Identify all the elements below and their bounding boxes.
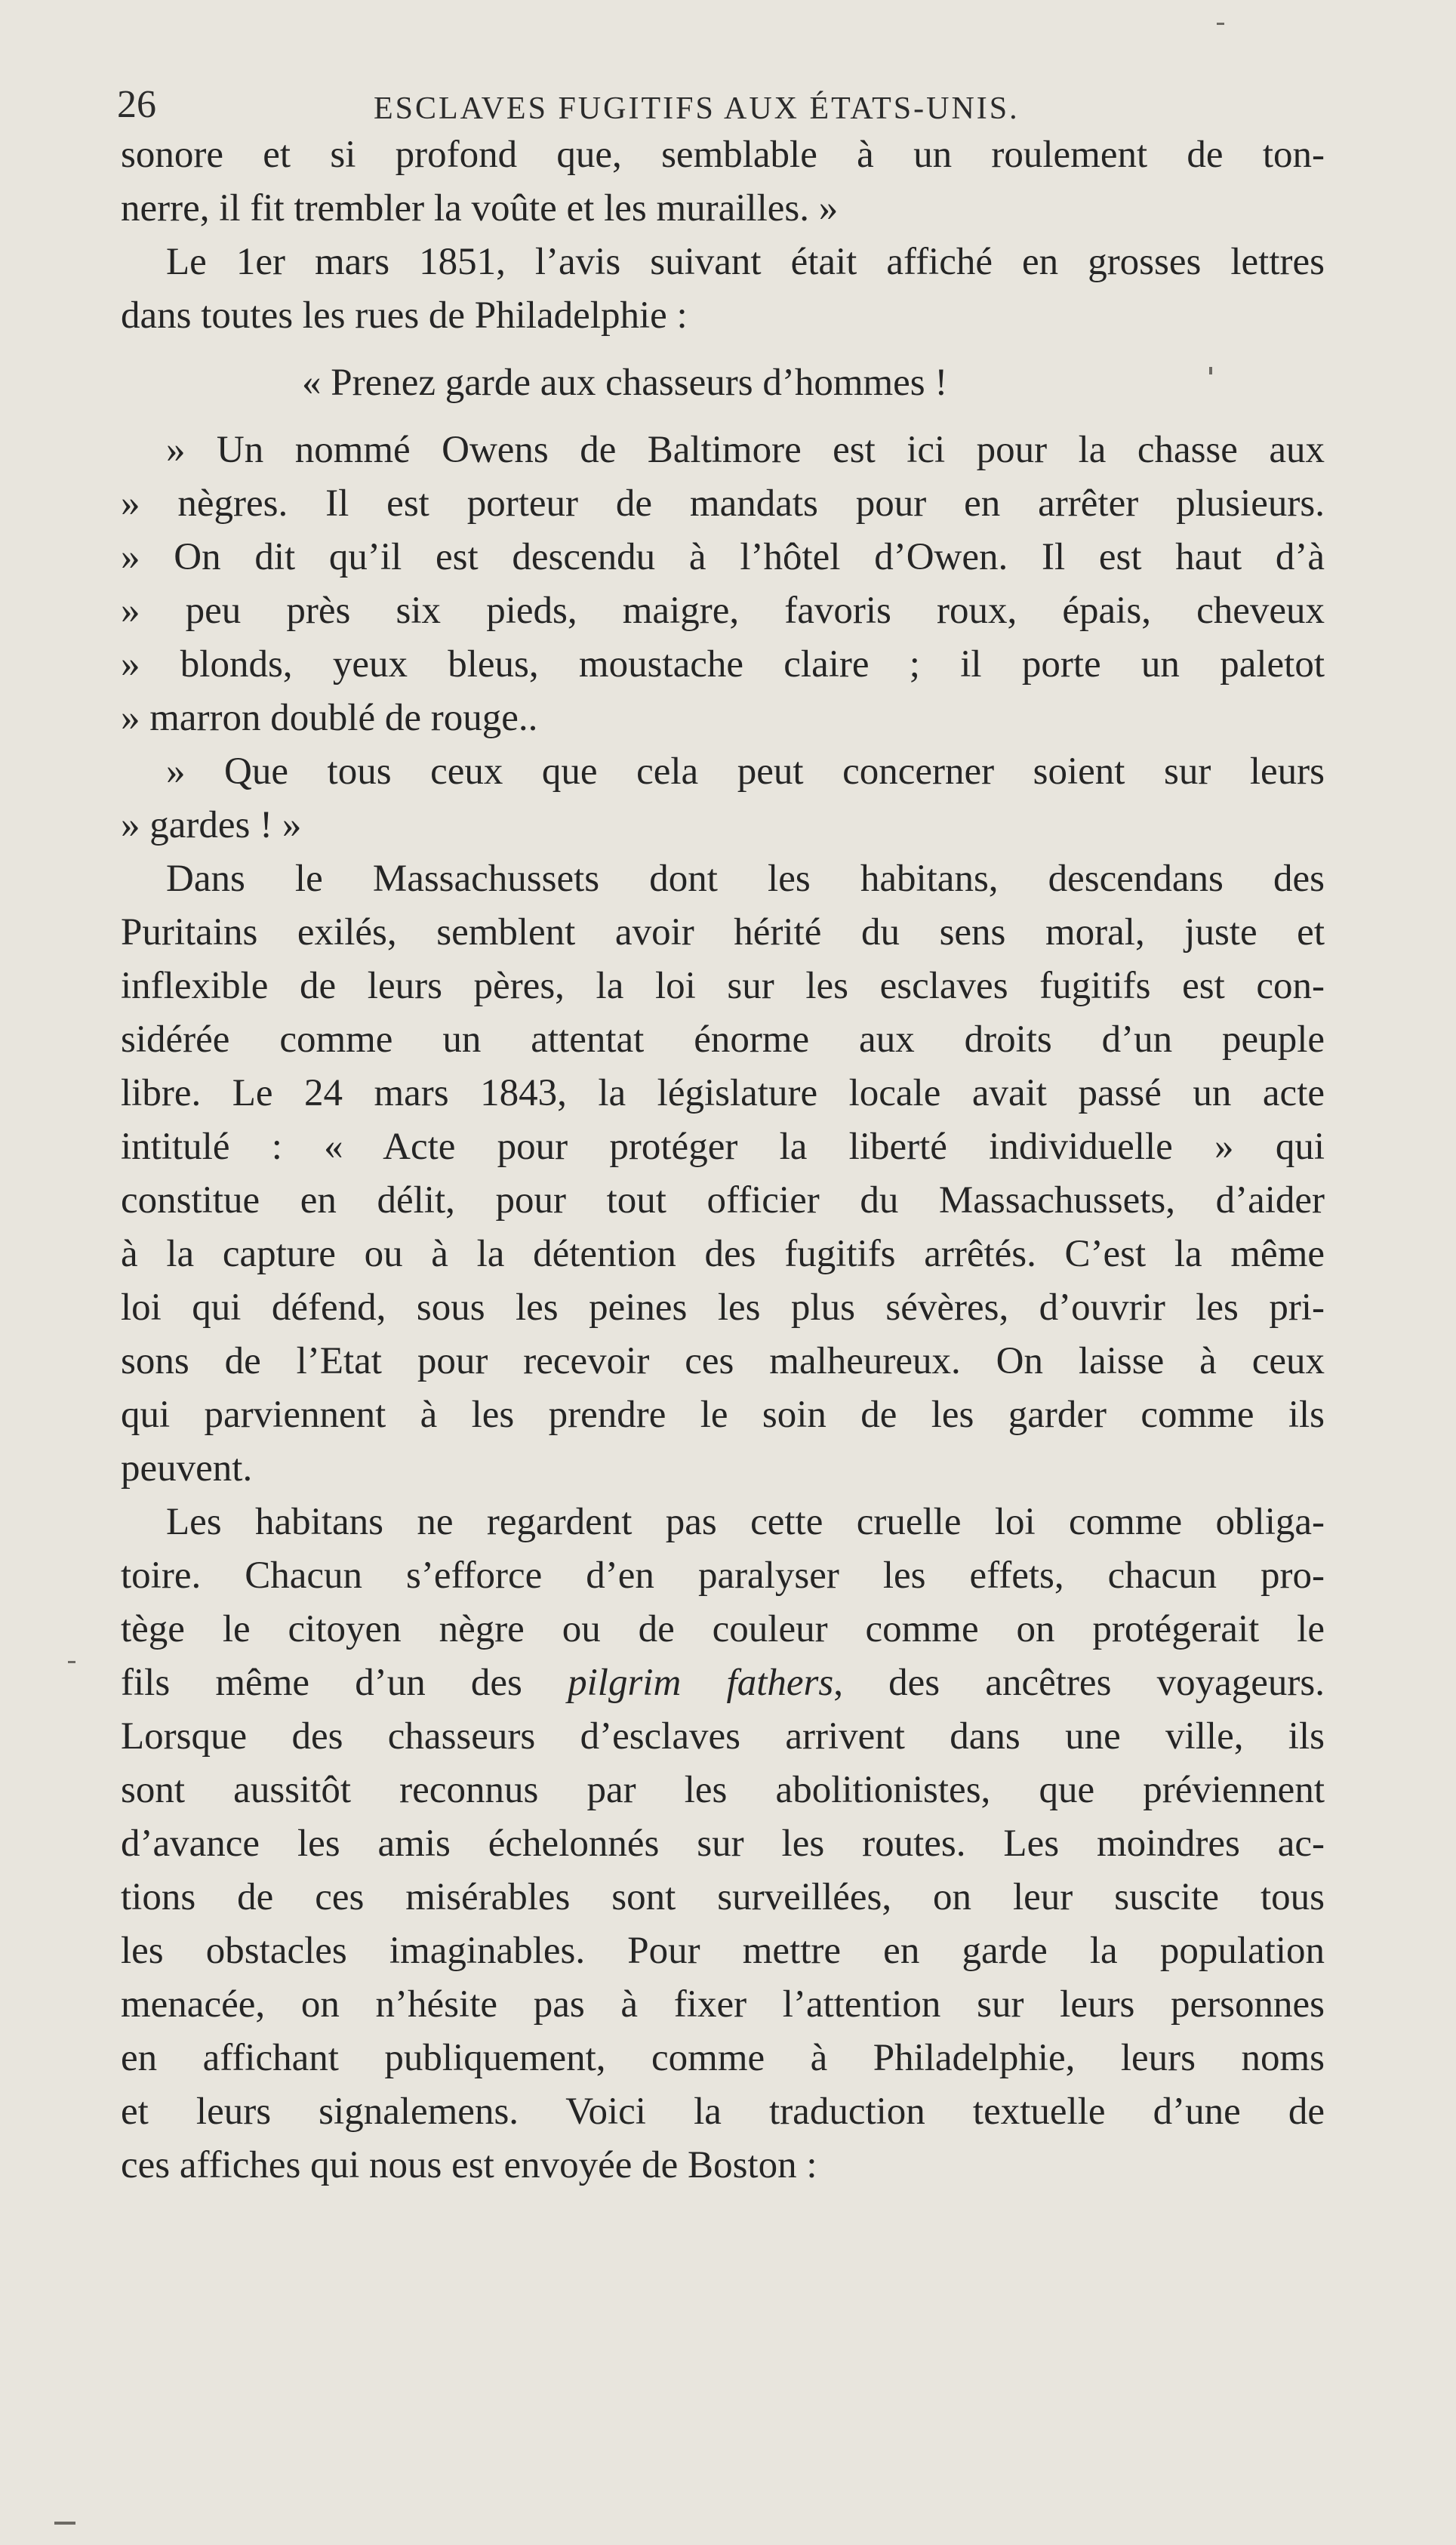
paper-mark (1209, 367, 1212, 374)
text-line: constitue en délit, pour tout officier du Massachussets, d’aider (121, 1179, 1325, 1222)
text-fragment: , des ancêtres voyageurs. (833, 1662, 1325, 1704)
text-line: sont aussitôt reconnus par les abolitionistes, que préviennent (121, 1769, 1325, 1811)
notice-line: » On dit qu’il est descendu à l’hôtel d’Owen. Il est haut d’à (121, 536, 1325, 578)
text-line: inflexible de leurs pères, la loi sur les esclaves fugitifs est con- (121, 965, 1325, 1007)
text-line: intitulé : « Acte pour protéger la liberté individuelle » qui (121, 1126, 1325, 1168)
text-line: et leurs signalemens. Voici la traduction textuelle d’une de (121, 2091, 1325, 2133)
text-line: nerre, il fit trembler la voûte et les murailles. » (121, 187, 839, 230)
text-line: dans toutes les rues de Philadelphie : (121, 294, 688, 337)
italic-phrase: pilgrim fathers (568, 1662, 834, 1704)
text-line: menacée, on n’hésite pas à fixer l’attention sur leurs personnes (121, 1983, 1325, 2026)
text-line: libre. Le 24 mars 1843, la législature locale avait passé un acte (121, 1072, 1325, 1114)
running-head: ESCLAVES FUGITIFS AUX ÉTATS-UNIS. (374, 91, 1020, 126)
text-line: sonore et si profond que, semblable à un roulement de ton- (121, 134, 1325, 176)
notice-line: » blonds, yeux bleus, moustache claire ; il porte un paletot (121, 643, 1325, 686)
text-line: peuvent. (121, 1447, 253, 1490)
text-line: Les habitans ne regardent pas cette cruelle loi comme obliga- (166, 1501, 1325, 1543)
notice-line: » Un nommé Owens de Baltimore est ici pour la chasse aux (166, 429, 1325, 471)
text-line: à la capture ou à la détention des fugitifs arrêtés. C’est la même (121, 1233, 1325, 1275)
text-line: qui parviennent à les prendre le soin de les garder comme ils (121, 1394, 1325, 1436)
paper-mark (68, 1661, 75, 1663)
text-line: les obstacles imaginables. Pour mettre en garde la population (121, 1930, 1325, 1972)
notice-heading: « Prenez garde aux chasseurs d’hommes ! (302, 362, 948, 404)
text-line-with-italic (121, 1656, 1325, 1710)
text-line: d’avance les amis échelonnés sur les routes. Les moindres ac- (121, 1822, 1325, 1865)
text-fragment: fils même d’un des (121, 1662, 522, 1704)
page-header (117, 82, 1325, 127)
text-line: sidérée comme un attentat énorme aux droits d’un peuple (121, 1018, 1325, 1061)
notice-line: » peu près six pieds, maigre, favoris roux, épais, cheveux (121, 590, 1325, 632)
paper-mark (1217, 23, 1224, 25)
text-line: Le 1er mars 1851, l’avis suivant était affiché en grosses lettres (166, 241, 1325, 283)
text-line: sons de l’Etat pour recevoir ces malheureux. On laisse à ceux (121, 1340, 1325, 1382)
notice-line: » gardes ! » (121, 804, 302, 846)
text-line: tions de ces misérables sont surveillées, on leur suscite tous (121, 1876, 1325, 1918)
text-line: Puritains exilés, semblent avoir hérité du sens moral, juste et (121, 911, 1325, 954)
page-number: 26 (117, 83, 156, 126)
text-line: toire. Chacun s’efforce d’en paralyser les effets, chacun pro- (121, 1554, 1325, 1597)
notice-line: » Que tous ceux que cela peut concerner soient sur leurs (166, 750, 1325, 793)
text-line: loi qui défend, sous les peines les plus sévères, d’ouvrir les pri- (121, 1286, 1325, 1329)
text-line: tège le citoyen nègre ou de couleur comme on protégerait le (121, 1608, 1325, 1650)
text-line: en affichant publiquement, comme à Philadelphie, leurs noms (121, 2037, 1325, 2079)
text-line: Lorsque des chasseurs d’esclaves arrivent dans une ville, ils (121, 1715, 1325, 1758)
text-line: Dans le Massachussets dont les habitans, descendans des (166, 858, 1325, 900)
text-line: ces affiches qui nous est envoyée de Boston : (121, 2144, 817, 2186)
notice-line: » nègres. Il est porteur de mandats pour en arrêter plusieurs. (121, 482, 1325, 525)
notice-line: » marron doublé de rouge.. (121, 697, 538, 739)
paper-mark (54, 2522, 75, 2525)
body-text (121, 128, 1325, 2192)
